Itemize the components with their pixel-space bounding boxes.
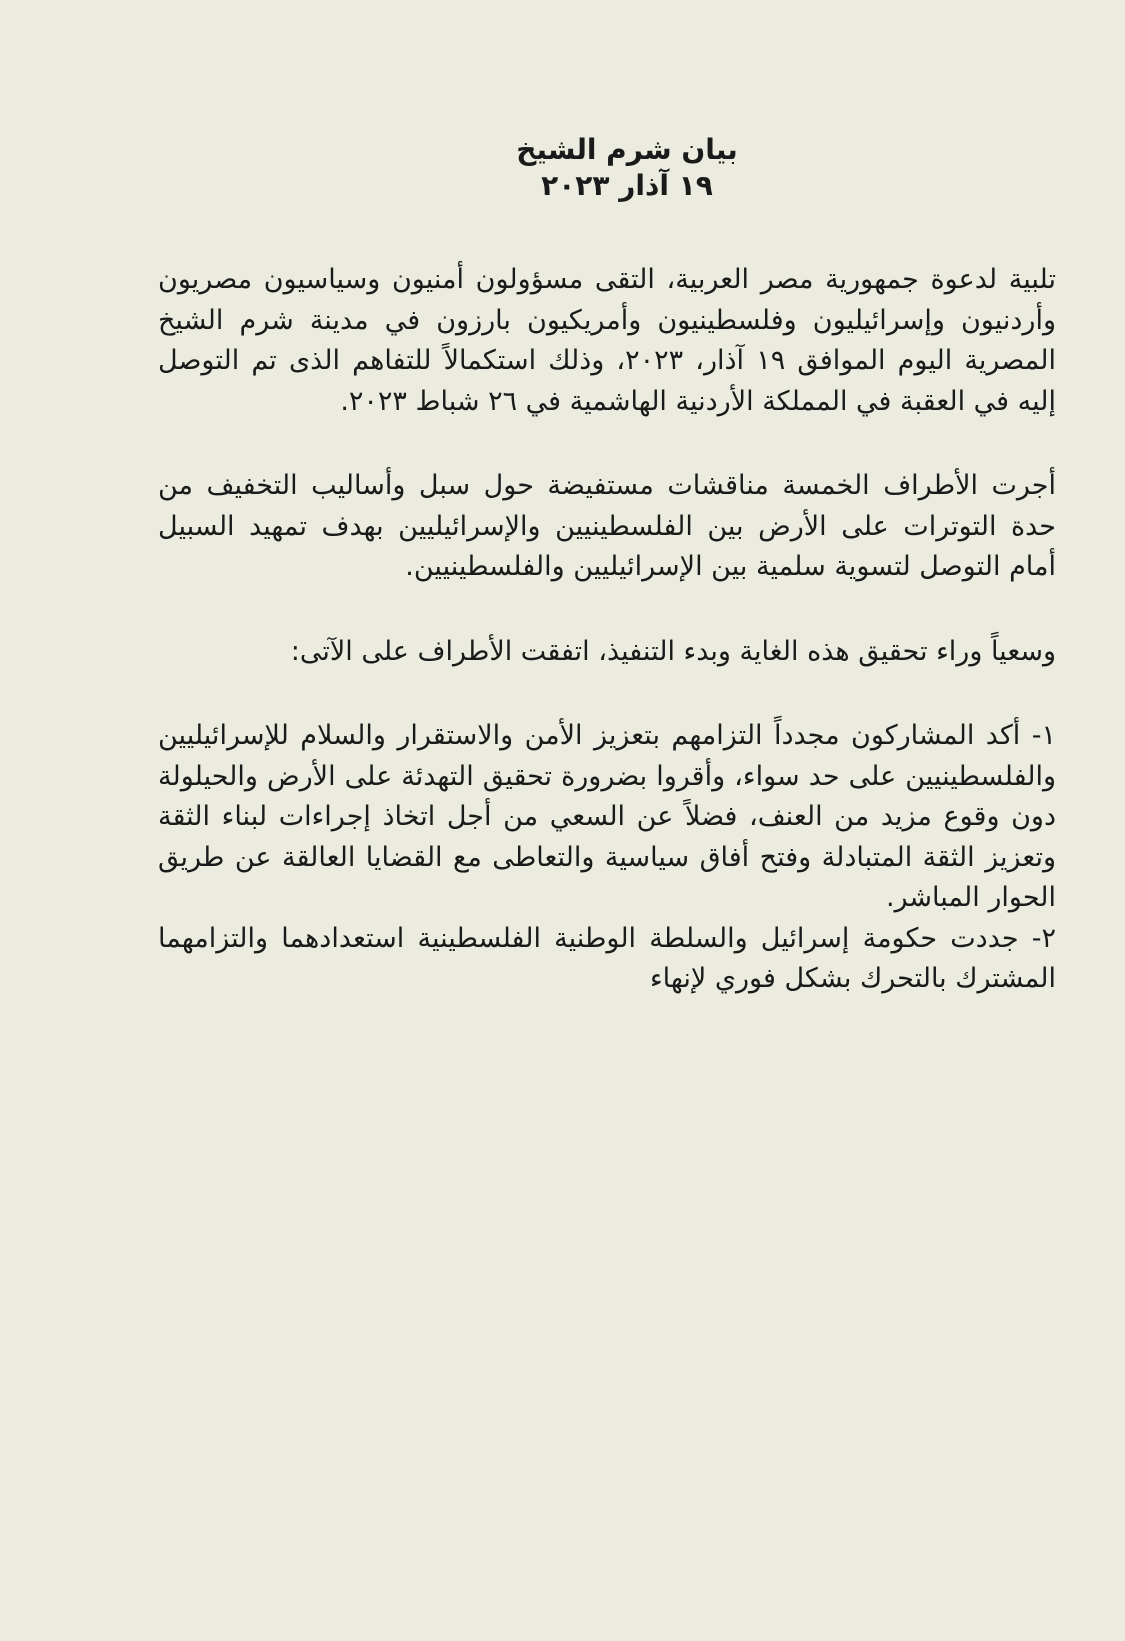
document-header [198, 132, 1056, 204]
agreement-item-1: ١- أكد المشاركون مجدداً التزامهم بتعزيز الأمن والاستقرار والسلام للإسرائيليين والفلسطينيين على حد سواء، وأقروا بضرورة تحقيق التهدئة على الأرض والحيلولة دون وقوع مزيد من العنف، فضلاً عن السعي من أجل اتخاذ إجراءات لبناء الثقة وتعزيز الثقة المتبادلة وفتح أفاق سياسية والتعاطى مع القضايا العالقة عن طريق الحوار المباشر. [158, 720, 1056, 913]
paragraph-intro: تلبية لدعوة جمهورية مصر العربية، التقى مسؤولون أمنيون وسياسيون مصريون وأردنيون وإسرائيليون وفلسطينيون وأمريكيون بارزون في مدينة شرم الشيخ المصرية اليوم الموافق ١٩ آذار، ٢٠٢٣، وذلك استكمالاً للتفاهم الذى تم التوصل إليه في العقبة في المملكة الأردنية الهاشمية في ٢٦ شباط ٢٠٢٣. [158, 264, 1056, 417]
agreement-items-list [158, 716, 1056, 1000]
document-title: بيان شرم الشيخ [516, 133, 738, 166]
paragraph-discussions: أجرت الأطراف الخمسة مناقشات مستفيضة حول سبل وأساليب التخفيف من حدة التوترات على الأرض بين الفلسطينيين والإسرائيليين بهدف تمهيد السبيل أمام التوصل لتسوية سلمية بين الإسرائيليين والفلسطينيين. [158, 470, 1056, 582]
statement-document [158, 132, 1056, 1000]
paragraph-agreement-lead: وسعياً وراء تحقيق هذه الغاية وبدء التنفيذ، اتفقت الأطراف على الآتى: [290, 635, 1056, 667]
agreement-item-2: ٢- جددت حكومة إسرائيل والسلطة الوطنية الفلسطينية استعدادهما والتزامهما المشترك بالتحرك بشكل فوري لإنهاء [158, 922, 1056, 994]
document-date: ١٩ آذار ٢٠٢٣ [541, 169, 713, 202]
